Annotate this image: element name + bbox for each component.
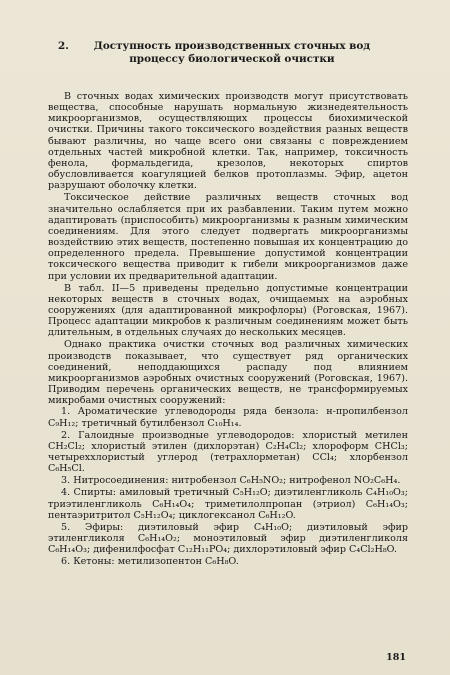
paragraph: В табл. II—5 приведены предельно допустимые концентрации некоторых веществ в сточных водах, очищаемых на аэробных сооружениях (для адаптированной микрофлоры) (Роговская, 1967). Процесс адаптации микробов к различным соединениям может быть длительным, в отдельных случаях до нескольких месяцев. xyxy=(48,282,408,339)
body-text xyxy=(48,91,408,406)
paragraph: Токсическое действие различных веществ сточных вод значительно ослабляется при их разбавлении. Таким путем можно адаптировать (приспособить) микроорганизмы к разным химическим соединениям. Для этого следует подвергать микроорганизмы воздействию этих веществ, постепенно повышая их концентрацию до определенного предела. Превышение допустимой концентрации токсического вещества приводит к гибели микроорганизмов даже при условии их предварительной адаптации. xyxy=(48,192,408,282)
list-item: 4. Спирты: амиловый третичный C₅H₁₂O; диэтиленгликоль C₄H₁₀O₃; триэтиленгликоль C₆H₁₄O₄; триметилолпропан (этриол) C₆H₁₄O₃; пентаэритритол C₅H₁₂O₄; циклогексанол C₆H₁₂O. xyxy=(48,487,408,521)
page-number: 181 xyxy=(386,652,406,663)
list-item: 2. Галоидные производные углеводородов: хлористый метилен CH₂Cl₂; хлористый этилен (дихлорэтан) C₂H₄Cl₂; хлороформ CHCl₃; четыреххлористый углерод (тетрахлорметан) CCl₄; хлорбензол C₆H₅Cl. xyxy=(48,429,408,475)
section-heading xyxy=(48,40,388,65)
section-title: Доступность производственных сточных вод процессу биологической очистки xyxy=(93,40,371,65)
paragraph: В сточных водах химических производств могут присутствовать вещества, способные нарушать нормальную жизнедеятельность микроорганизмов, осуществляющих процессы биохимической очистки. Причины такого токсического воздействия разных веществ бывают различны, но чаще всего они связаны с повреждением отдельных частей микробной клетки. Так, например, токсичность фенола, формальдегида, крезолов, некоторых спиртов обусловливается коагуляцией белков протоплазмы. Эфир, ацетон разрушают оболочку клетки. xyxy=(48,91,408,192)
paragraph: Однако практика очистки сточных вод различных химических производств показывает, что существует ряд органических соединений, неподдающихся распаду под влиянием микроорганизмов аэробных очистных сооружений (Роговская, 1967). Приводим перечень органических веществ, не трансформируемых микробами очистных сооружений: xyxy=(48,339,408,407)
section-number: 2. xyxy=(58,40,69,52)
compound-list xyxy=(48,406,408,567)
list-item: 3. Нитросоединения: нитробензол C₆H₅NO₂; нитрофенол NO₂C₆H₄. xyxy=(61,475,401,487)
list-item: 6. Кетоны: метилизопентон C₆H₈O. xyxy=(61,556,239,568)
list-item: 1. Ароматические углеводороды ряда бензола: н-пропилбензол C₉H₁₂; третичный бутилбензол C₁₀H₁₄. xyxy=(48,406,408,429)
list-item: 5. Эфиры: диэтиловый эфир C₄H₁₀O; диэтиловый эфир этиленгликоля C₆H₁₄O₂; моноэтиловый эфир диэтиленгликоля C₆H₁₄O₃; дифенилфосфат C₁₂H₁₁PO₄; дихлорэтиловый эфир C₄Cl₂H₈O. xyxy=(48,521,408,556)
